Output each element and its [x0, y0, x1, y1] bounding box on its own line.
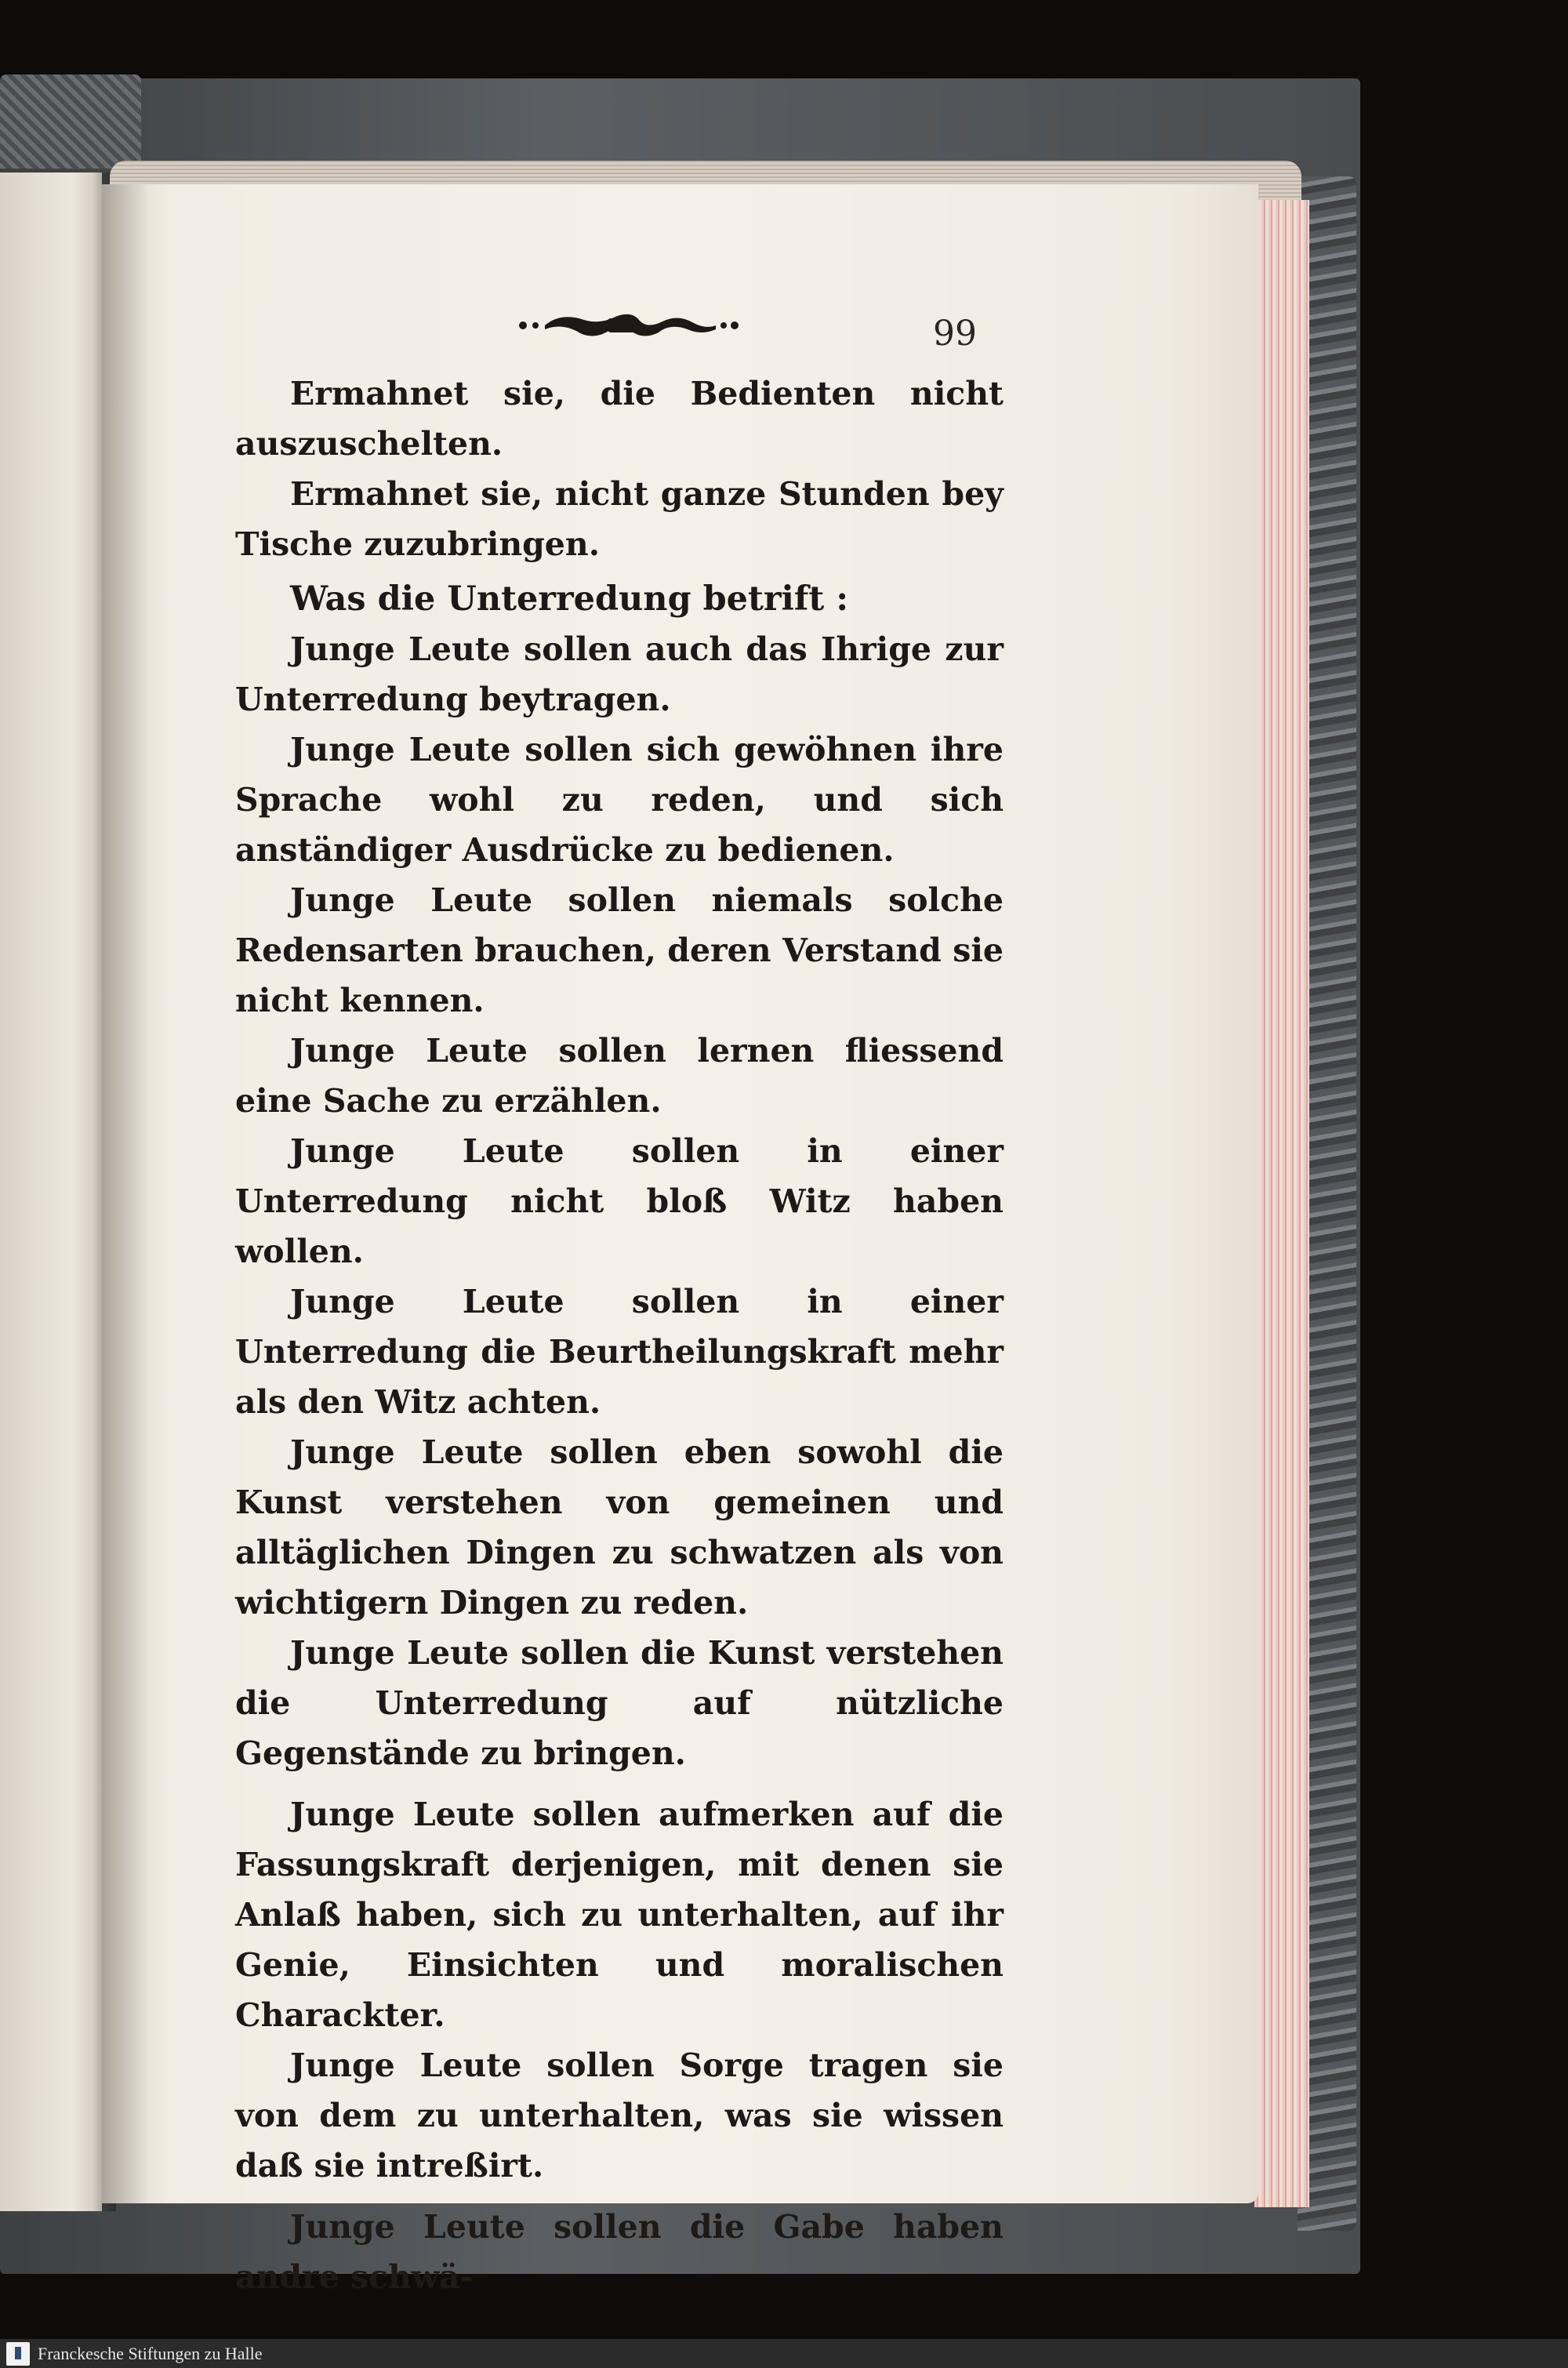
page-block-fore-edge: [1254, 200, 1309, 2207]
text-paragraph: Junge Leute sollen sich gewöhnen ihre Sprache wohl zu reden, und sich anständiger Ausdrücke zu bedienen.: [235, 731, 1004, 869]
page-gutter: [102, 184, 149, 2203]
text-paragraph: Junge Leute sollen eben sowohl die Kunst verstehen von gemeinen und alltäglichen Dingen zu schwatzen als von wichtigern Dingen zu reden.: [235, 1433, 1004, 1622]
text-paragraph: Junge Leute sollen Sorge tragen sie von dem zu unterhalten, was sie wissen daß sie intreßirt.: [235, 2047, 1004, 2185]
section-heading: Was die Unterredung betrift :: [290, 579, 849, 619]
text-paragraph: Junge Leute sollen auch das Ihrige zur Unterredung beytragen.: [235, 630, 1004, 718]
verso-page-edge: [0, 173, 102, 2211]
text-paragraph: Junge Leute sollen die Gabe haben andre schwä-: [235, 2208, 1004, 2296]
text-paragraph: Junge Leute sollen in einer Unterredung nicht bloß Witz haben wollen.: [235, 1132, 1004, 1270]
text-paragraph: Ermahnet sie, die Bedienten nicht auszuschelten.: [235, 375, 1004, 463]
footer-bar: [0, 2339, 1568, 2368]
text-paragraph: Ermahnet sie, nicht ganze Stunden bey Tische zuzubringen.: [235, 475, 1004, 563]
page-number: 99: [933, 314, 977, 354]
text-paragraph: Junge Leute sollen die Kunst verstehen die Unterredung auf nützliche Gegenstände zu bringen.: [235, 1634, 1004, 1772]
page-text-block: [235, 369, 1004, 2302]
text-paragraph: Junge Leute sollen aufmerken auf die Fassungskraft derjenigen, mit denen sie Anlaß haben, sich zu unterhalten, auf ihr Genie, Einsichten und moralischen Charackter.: [235, 1796, 1004, 2034]
text-paragraph: Junge Leute sollen in einer Unterredung die Beurtheilungskraft mehr als den Witz achten.: [235, 1283, 1004, 1421]
header-ornament-icon: [514, 306, 741, 345]
text-paragraph: Junge Leute sollen lernen fliessend eine Sache zu erzählen.: [235, 1032, 1004, 1120]
footer-institution-name: Franckesche Stiftungen zu Halle: [38, 2344, 263, 2363]
book-cover-corner: [0, 74, 141, 169]
foundation-logo-icon: [6, 2342, 30, 2366]
text-paragraph: Junge Leute sollen niemals solche Redensarten brauchen, deren Verstand sie nicht kennen.: [235, 881, 1004, 1019]
